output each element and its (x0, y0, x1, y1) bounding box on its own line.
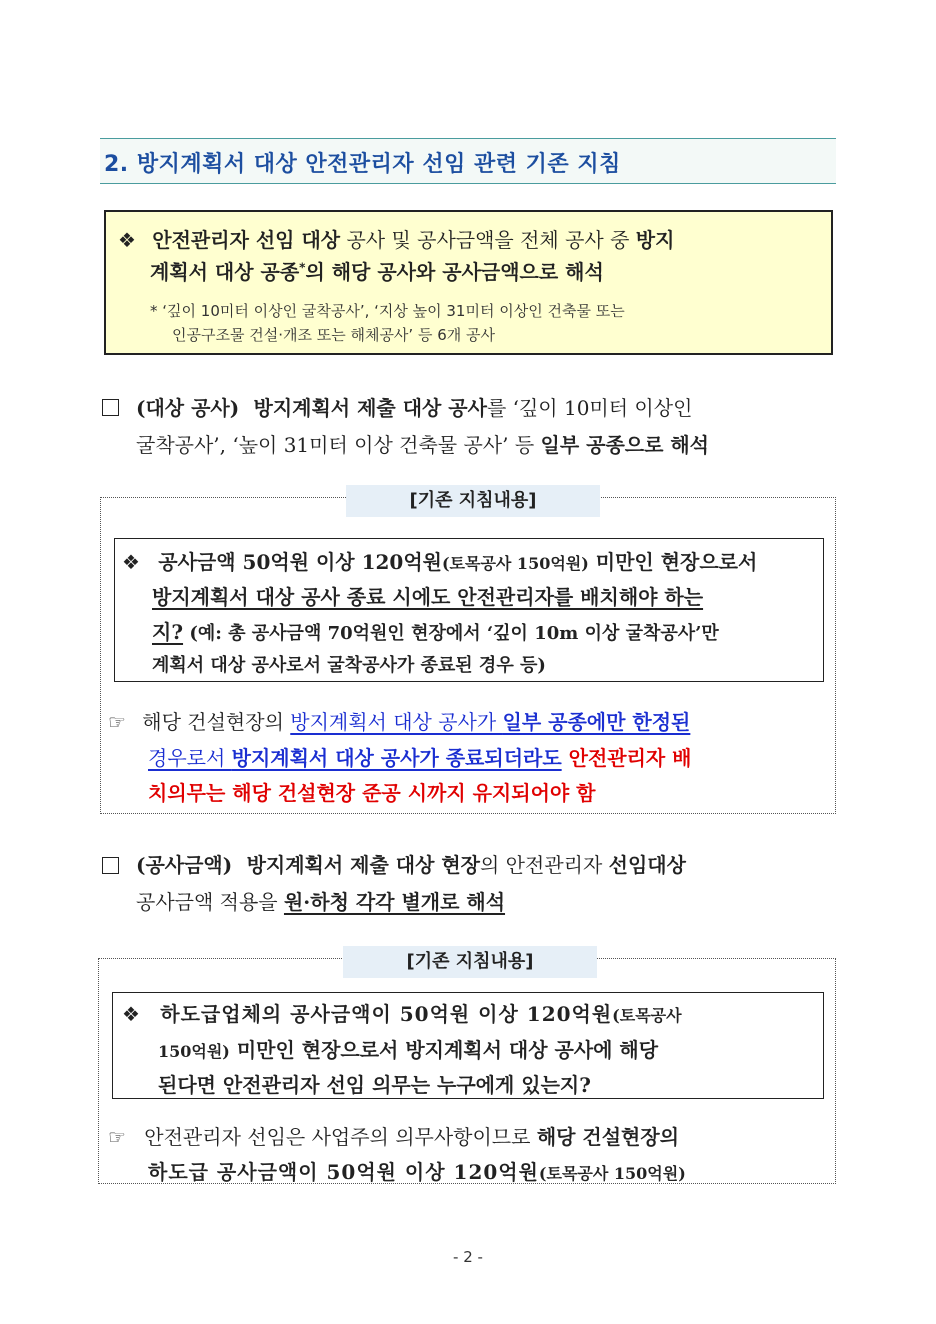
summary-box (104, 210, 833, 355)
section1-line-1 (136, 392, 692, 421)
guide2-a2-bold-b: (토목공사 150억원) (538, 1164, 686, 1183)
summary-bold-1: 안전관리자 선임 대상 (152, 228, 341, 252)
diamond-bullet-icon: ❖ (118, 228, 136, 252)
section1-line-2-normal: 굴착공사’, ‘높이 31미터 이상 건축물 공사’ 등 (136, 433, 541, 457)
guide2-q1b: (토목공사 (612, 1006, 682, 1025)
guide1-a-line-1 (108, 706, 690, 735)
pointing-hand-icon: ☞ (108, 710, 126, 734)
section2-line-1 (136, 849, 686, 878)
pointing-hand-icon: ☞ (108, 1125, 126, 1149)
guide2-q2a: 150억원) (158, 1042, 230, 1061)
guide1-q3b: (예: 총 공사금액 70억원인 현장에서 ‘깊이 10m 이상 굴착공사’만 (183, 623, 719, 644)
summary-bold-2: 방지 (635, 228, 675, 252)
summary-footnote-star: * (299, 260, 306, 275)
section2-line-2-under: 원·하청 각각 별개로 해석 (283, 890, 506, 914)
guide1-a2-blue: 경우로서 (148, 746, 232, 770)
section2-line-2-normal: 공사금액 적용을 (136, 890, 284, 914)
summary-note-2: 인공구조물 건설·개조 또는 해체공사’ 등 6개 공사 (172, 326, 495, 344)
guide1-q1a: 공사금액 50억원 이상 120억원 (158, 550, 442, 574)
summary-normal-1: 공사 및 공사금액을 전체 공사 중 (340, 228, 636, 252)
guide2-q-line-1 (122, 998, 682, 1027)
section2-label: (공사금액) (136, 853, 233, 877)
diamond-bullet-icon: ❖ (122, 1002, 140, 1026)
summary-line-2a: 계획서 대상 공종 (150, 260, 300, 284)
section2-bold: 방지계획서 제출 대상 현장 (246, 853, 480, 877)
section2-line-2 (136, 886, 505, 915)
summary-line-1 (118, 224, 674, 253)
guide2-q1a: 하도급업체의 공사금액이 50억원 이상 120억원 (160, 1002, 613, 1026)
guide-title-1: [기존 지침내용] (346, 485, 600, 517)
guide1-a1-plain: 해당 건설현장의 (142, 710, 291, 734)
guide1-a1-blue: 방지계획서 대상 공사가 (290, 710, 503, 734)
guide1-q-line-3 (152, 616, 719, 645)
section-heading-text: 2. 방지계획서 대상 안전관리자 선임 관련 기존 지침 (104, 152, 621, 177)
guide1-a2-blue-bold: 방지계획서 대상 공사가 종료되더라도 (231, 746, 562, 770)
guide2-a1-bold: 해당 건설현장의 (536, 1125, 680, 1149)
diamond-bullet-icon: ❖ (122, 550, 140, 574)
guide1-a2-red: 안전관리자 배 (561, 746, 692, 770)
guide2-a-line-1 (108, 1121, 679, 1150)
guide2-a-line-2 (148, 1156, 686, 1185)
guide1-q-line-1 (122, 546, 757, 575)
section2-normal: 의 안전관리자 (480, 853, 609, 877)
section1-line-2-bold: 일부 공종으로 해석 (540, 433, 710, 457)
section1-rest: 를 ‘깊이 10미터 이상인 (486, 396, 693, 420)
guide1-q3a: 지? (152, 620, 184, 644)
guide1-q-line-4: 계획서 대상 공사로서 굴착공사가 종료된 경우 등) (152, 655, 546, 676)
summary-note-1: * ‘깊이 10미터 이상인 굴착공사’, ‘지상 높이 31미터 이상인 건축물 또는 (150, 302, 625, 320)
guide1-q1b: (토목공사 150억원) (441, 554, 589, 573)
section1-bold: 방지계획서 제출 대상 공사 (253, 396, 487, 420)
guide2-q-line-2 (158, 1034, 658, 1063)
section-heading (100, 138, 836, 184)
guide-title-2: [기존 지침내용] (343, 946, 597, 978)
guide1-a-line-2 (148, 742, 692, 771)
section1-label: (대상 공사) (136, 396, 240, 420)
guide2-a1-plain: 안전관리자 선임은 사업주의 의무사항이므로 (144, 1125, 537, 1149)
guide1-a-line-3: 치의무는 해당 건설현장 준공 시까지 유지되어야 함 (148, 781, 596, 805)
guide2-q2b: 미만인 현장으로서 방지계획서 대상 공사에 해당 (229, 1038, 659, 1062)
guide1-q1c: 미만인 현장으로서 (588, 550, 758, 574)
checkbox-icon (102, 857, 119, 874)
checkbox-icon (102, 399, 119, 416)
summary-line-2 (150, 256, 604, 285)
page-number: - 2 - (453, 1248, 483, 1266)
summary-line-2b: 의 해당 공사와 공사금액으로 해석 (305, 260, 604, 284)
guide1-a1-blue-bold: 일부 공종에만 한정된 (502, 710, 691, 734)
guide1-q-line-2: 방지계획서 대상 공사 종료 시에도 안전관리자를 배치해야 하는 (152, 585, 704, 609)
section1-line-2 (136, 429, 709, 458)
section2-bold-2: 선임대상 (608, 853, 686, 877)
guide2-a2-bold-a: 하도급 공사금액이 50억원 이상 120억원 (148, 1160, 539, 1184)
guide2-q-line-3: 된다면 안전관리자 선임 의무는 누구에게 있는지? (158, 1073, 591, 1097)
